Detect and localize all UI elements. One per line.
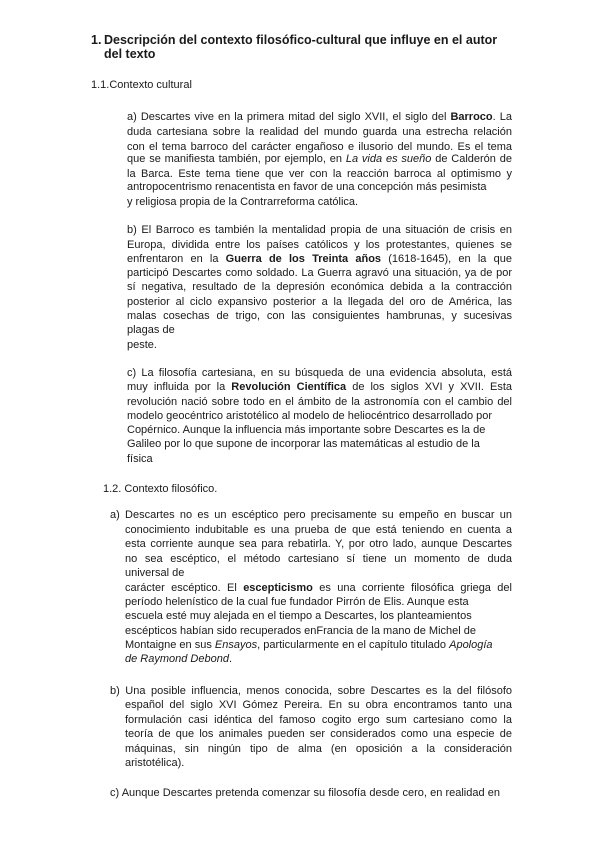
text-line: universal de [125,567,185,579]
section-heading-philosophical: 1.2. Contexto filosófico. [103,483,218,495]
text-line: c) Aunque Descartes pretenda comenzar su filosofía desde cero, en realidad en [110,787,500,799]
text-line: Copérnico. Aunque la influencia más importante sobre Descartes es la de [127,424,486,436]
text-line: a) Descartes no es un escéptico pero precisamente su empeño en buscar un [110,509,512,521]
text-line: aristotélica). [125,757,185,769]
text-line: física [127,453,153,465]
text-line: Europa, dividida entre los países católicos y los protestantes, quienes se [127,239,512,251]
text-line: escépticos habían sido recuperados enFrancia de la mano de Michel de [125,625,476,637]
text-line: enfrentaron en la Guerra de los Treinta años (1618-1645), en la que [127,253,512,265]
italic-title-raymond-debond: de Raymond Debond [125,653,229,665]
text-line: c) La filosofía cartesiana, en su búsqueda de una evidencia absoluta, está [127,367,512,379]
text-line: modelo geocéntrico aristotélico al modelo de heliocéntrico desarrollado por [127,410,493,422]
text-line: posterior al ciclo expansivo posterior a la llegada del oro de América, las [127,296,512,308]
text-line: escuela esté muy alejada en el tiempo a Descartes, los planteamientos [125,610,472,622]
title-number: 1. [91,33,102,47]
text-line: plagas de [127,324,175,336]
italic-title-apologia: Apología [449,639,493,651]
text-line: malas cosechas de trigo, con las consiguientes hambrunas, y sucesivas [127,310,512,322]
text-line: duda cartesiana sobre la realidad del mundo guarda una estrecha relación [127,126,512,138]
section-heading-cultural: 1.1.Contexto cultural [91,79,192,91]
text-line: de Raymond Debond. [125,653,233,665]
text-line: Montaigne en sus Ensayos, particularmente en el capítulo titulado Apología [125,639,493,651]
text-line: formulación casi idéntica del famoso cogito ergo sum cartesiano como la [125,714,512,726]
text-line: esta corriente aunque sea para rebatirla. Y, por otro lado, aunque Descartes [125,538,512,550]
text-line: muy influida por la Revolución Científica de los siglos XVI y XVII. Esta [127,381,512,393]
bold-term-guerra-treinta-anos: Guerra de los Treinta años [225,253,382,265]
text-line: b) El Barroco es también la mentalidad propia de una situación de crisis en [127,224,512,236]
text-line: b) Una posible influencia, menos conocida, sobre Descartes es la del filósofo [110,685,512,697]
text-line: Galileo por lo que supone de incorporar las matemáticas al estudio de la [127,438,480,450]
text-line: antropocentrismo renacentista en favor de una concepción más pesimista [127,181,487,193]
text-line: participó Descartes como soldado. La Guerra agravó una situación, ya de por [127,267,512,279]
text-line: y religiosa propia de la Contrarreforma católica. [127,196,359,208]
bold-term-barroco: Barroco [450,111,493,123]
title-line-2: del texto [104,47,156,61]
text-line: conocimiento indubitable es una prueba de que está teniendo en cuenta a [125,524,512,536]
text-line: no sea escéptico, el método cartesiano sí tiene un momento de duda [125,553,512,565]
text-line: carácter escéptico. El escepticismo es una corriente filosófica griega del [125,582,512,594]
text-line: a) Descartes vive en la primera mitad del siglo XVII, el siglo del Barroco. La [127,111,512,123]
text-line: máquinas, sin ningún tipo de alma (en oposición a la consideración [125,743,512,755]
italic-title-vida-es-sueno: La vida es sueño [345,153,432,165]
italic-title-ensayos: Ensayos [214,639,258,651]
text-line: período helenístico de la cual fue fundador Pirrón de Elis. Aunque esta [125,596,469,608]
text-line: la Barca. Este tema tiene que ver con la reacción barroca al optimismo y [127,168,512,180]
title-line-1: Descripción del contexto filosófico-cultural que influye en el autor [104,33,498,47]
text-line: revolución nació sobre todo en el ámbito de la astronomía con el cambio del [127,396,512,408]
text-line: teoría de que los animales pueden ser considerados como una especie de [125,728,512,740]
text-line: sí negativa, resultado de la depresión económica debida a la contracción [127,281,512,293]
text-line: con el tema barroco del carácter engañoso e ilusorio del mundo. Es el tema [127,141,512,153]
bold-term-revolucion-cientifica: Revolución Científica [231,381,347,393]
bold-term-escepticismo: escepticismo [243,582,313,594]
text-line: peste. [127,339,157,351]
text-line: español del siglo XVI Gómez Pereira. En su obra encontramos tanto una [125,699,512,711]
text-line: que se manifiesta también, por ejemplo, en La vida es sueño de Calderón de [127,153,512,165]
